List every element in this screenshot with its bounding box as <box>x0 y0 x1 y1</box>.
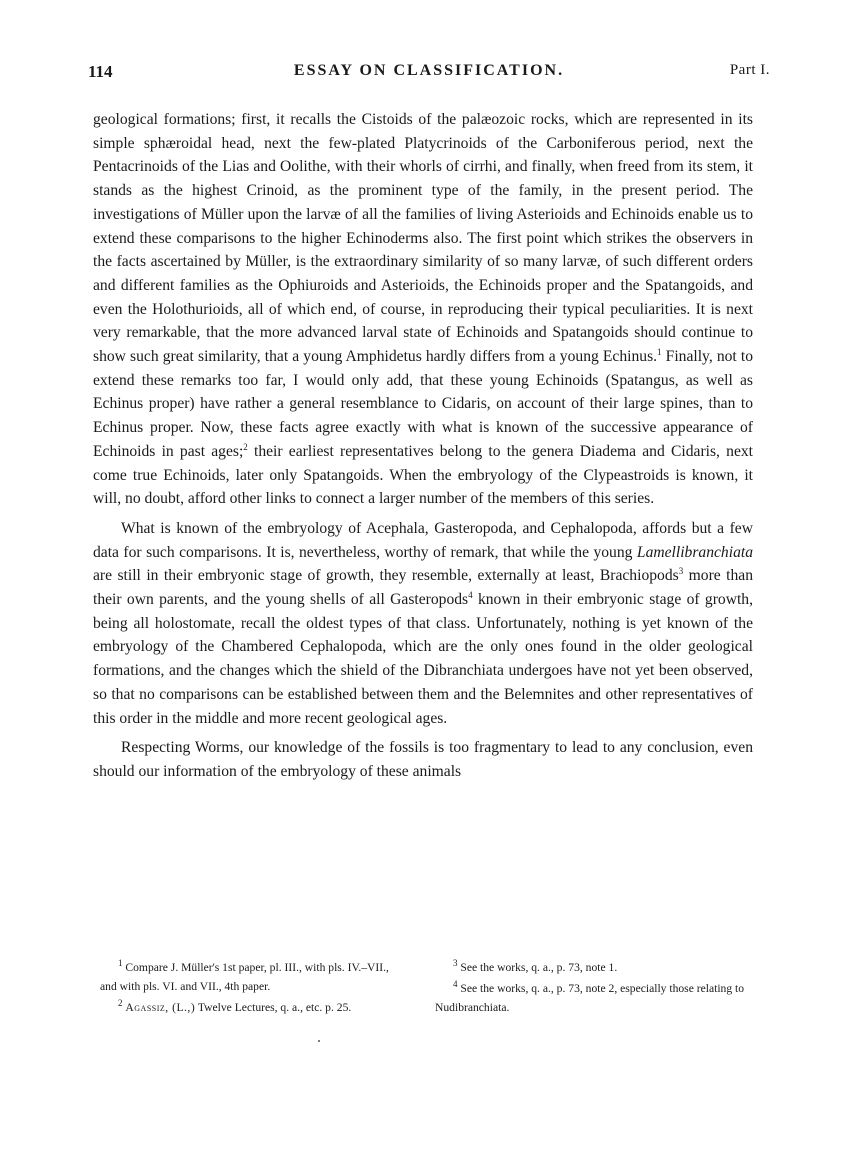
footnote-3 <box>435 958 765 977</box>
footnotes-right-column <box>435 958 765 1019</box>
footnote-ref-3: 3 <box>678 566 684 577</box>
paragraph-2-text-b: are still in their embryonic stage of growth, they resemble, externally at least, Brachiopods <box>93 567 679 585</box>
footnote-2-mark: 2 <box>118 998 123 1009</box>
paragraph-2-text-c: more than their own parents, and the young shells of all Gasteropods <box>93 567 753 609</box>
body-text <box>93 108 753 790</box>
running-title: ESSAY ON CLASSIFICATION. <box>293 62 565 79</box>
paragraph-1-text-a: geological formations; first, it recalls the Cistoids of the palæozoic rocks, which are represented in its simple sphæroidal head, next the few-plated Platycrinoids of the Carboniferous period, next the Pentacrinoids of the Lias and Oolithe, with their whorls of cirrhi, and finally, when freed from its stem, it stands as the highest Crinoid, as the prominent type of the family, in the present period. The investigations of Müller upon the larvæ of all the families of living Asterioids and Echinoids enable us to extend these comparisons to the higher Echinoderms also. The first point which strikes the observers in the facts ascertained by Müller, is the extraordinary similarity of so many larvæ, of such different orders and different families as the Ophiuroids and Asterioids, the Echinoids proper and the Spatangoids, and even the Holothurioids, all of which end, of course, in reproducing their typical peculiarities. It is next very remarkable, that the more advanced larval state of Echinoids and Spatangoids should continue to show such great similarity, that a young Amphidetus hardly differs from a young Echinus. <box>93 111 753 366</box>
part-label: Part I. <box>729 62 770 78</box>
footnote-4-mark: 4 <box>453 979 458 990</box>
footnote-ref-4: 4 <box>468 589 473 600</box>
ink-speck <box>318 1040 320 1042</box>
footnote-3-mark: 3 <box>453 958 458 969</box>
paragraph-2-italic-term: Lamellibranchiata <box>636 543 753 561</box>
paragraph-1-text-b: Finally, not to extend these remarks too far, I would only add, that these young Echinoids (Spatangus, as well as Echinus proper) have rather a general resemblance to Cidaris, on account of their large spines, than to Echinus proper. Now, these facts agree exactly with what is known of the successive appearance of Echinoids in past ages; <box>93 348 753 460</box>
footnote-1-text: Compare J. Müller's 1st paper, pl. III., with pls. IV.–VII., and with pls. VI. and VII., 4th paper. <box>100 961 389 993</box>
footnote-4 <box>435 979 765 1017</box>
paragraph-3 <box>93 736 753 783</box>
paragraph-2 <box>93 517 753 730</box>
footnote-2-text: Twelve Lectures, q. a., etc. p. 25. <box>195 1001 352 1014</box>
footnote-1-mark: 1 <box>118 958 123 969</box>
paragraph-1 <box>93 108 753 511</box>
footnote-2-author: Agassiz, (L.,) <box>125 1001 196 1014</box>
paragraph-2-text-d: known in their embryonic stage of growth, being all holostomate, recall the oldest types of that class. Unfortunately, nothing is yet known of the embryology of the Chambered Cephalopoda, which are the only ones found in the older geological formations, and the changes which the shield of the Dibranchiata undergoes have not yet been observed, so that no comparisons can be established between them and the Belemnites and other representatives of this order in the middle and more recent geological ages. <box>93 591 754 727</box>
footnote-4-text: See the works, q. a., p. 73, note 2, especially those relating to Nudibranchiata. <box>435 982 745 1014</box>
page-number: 114 <box>88 62 113 81</box>
running-header <box>88 62 770 88</box>
paragraph-1-text-c: their earliest representatives belong to the genera Diadema and Cidaris, next come true Echinoids, later only Spatangoids. When the embryology of the Clypeastroids is known, it will, no doubt, afford other links to connect a larger number of the members of this series. <box>93 442 753 508</box>
footnote-ref-2: 2 <box>243 441 248 452</box>
footnote-3-text: See the works, q. a., p. 73, note 1. <box>460 961 618 974</box>
footnote-2 <box>100 998 400 1017</box>
footnote-1 <box>100 958 400 996</box>
footnotes-left-column <box>100 958 400 1019</box>
paragraph-2-text-a: What is known of the embryology of Acephala, Gasteropoda, and Cephalopoda, affords but a few data for such comparisons. It is, nevertheless, worthy of remark, that while the young <box>93 519 753 561</box>
paragraph-3-text: Respecting Worms, our knowledge of the fossils is too fragmentary to lead to any conclusion, even should our information of the embryology of these animals <box>93 739 753 780</box>
footnote-ref-1: 1 <box>657 346 662 357</box>
